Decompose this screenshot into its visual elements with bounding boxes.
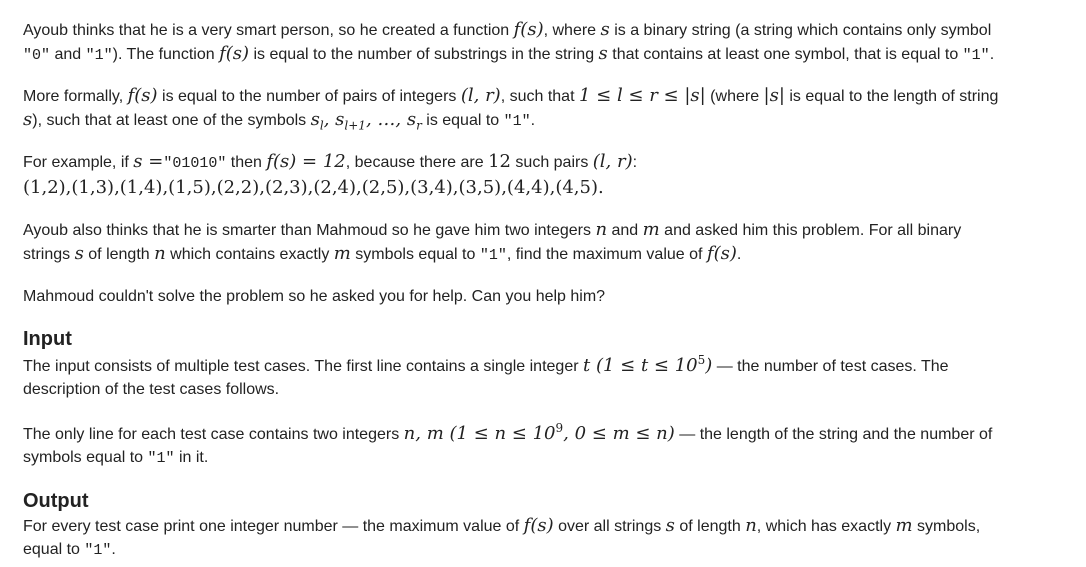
math-n: n (154, 243, 166, 264)
text: and (50, 46, 86, 63)
math-f-s: f(s) (523, 515, 554, 536)
code-literal: "0" (23, 47, 51, 64)
math-s: s (133, 151, 143, 172)
input-line-4 (23, 446, 208, 471)
statement-paragraph-2-line-1 (23, 84, 998, 109)
code-literal: "1" (962, 47, 990, 64)
math-m: m (895, 515, 913, 536)
statement-paragraph-1-line-2 (23, 42, 994, 68)
math-equals: = (142, 151, 164, 172)
math-t: t (582, 355, 591, 376)
text: , which has exactly (756, 518, 896, 535)
code-literal: "1" (479, 247, 507, 264)
math-s: s (665, 515, 675, 536)
math-n: n (595, 219, 608, 240)
output-heading: Output (23, 490, 89, 512)
text: Ayoub also thinks that he is smarter than Mahmoud so he gave him two integers (23, 222, 596, 239)
text: then (226, 154, 267, 171)
text: symbols equal to (23, 449, 148, 466)
text: such pairs (510, 154, 593, 171)
text: , find the maximum value of (506, 246, 707, 263)
text: of length (674, 518, 746, 535)
math-n: n (745, 515, 757, 536)
statement-paragraph-5 (23, 285, 605, 309)
text: . (736, 246, 742, 263)
math-s: s (598, 43, 608, 64)
math-inequality: 1 ≤ l ≤ r ≤ |s| (578, 85, 706, 106)
text: : (632, 154, 638, 171)
text: is equal to the number of substrings in the string (249, 46, 599, 63)
text: of length (83, 246, 155, 263)
math-symbol-sequence: $s_l$, $s_{l+1}$, …, $s_r$ (310, 109, 422, 133)
input-heading: Input (23, 328, 72, 350)
output-line-2 (23, 538, 116, 563)
text: , because there are (345, 154, 489, 171)
math-s: s (74, 243, 84, 264)
input-line-1 (23, 354, 949, 379)
text: equal to (23, 541, 85, 558)
input-line-3 (23, 422, 992, 447)
math-pairs-list: (1,2),(1,3),(1,4),(1,5),(2,2),(2,3),(2,4),(2,5),(3,4),(3,5),(4,4),(4,5). (23, 177, 604, 198)
statement-paragraph-2-line-2 (23, 108, 535, 134)
text: . (530, 112, 536, 129)
math-f-s: f(s) (513, 19, 544, 40)
code-literal: "1" (147, 450, 175, 467)
math-l-r: (l, r) (592, 151, 633, 172)
text: is equal to (421, 112, 504, 129)
text: over all strings (553, 518, 666, 535)
math-m: m (642, 219, 660, 240)
code-literal: "1" (85, 47, 113, 64)
statement-paragraph-3-line-1 (23, 150, 637, 176)
statement-paragraph-3-line-2 (23, 176, 604, 201)
statement-paragraph-1-line-1 (23, 18, 991, 43)
math-f-s-equals: f(s) = 12 (266, 151, 346, 172)
math-f-s: f(s) (219, 43, 250, 64)
text: ), such that at least one of the symbols (32, 112, 311, 129)
math-l-r: (l, r) (460, 85, 501, 106)
text: The input consists of multiple test cases. The first line contains a single integer (23, 358, 583, 375)
math-t-range: $(1 \le t \le 10^5)$ (590, 353, 713, 376)
math-f-s: f(s) (706, 243, 737, 264)
text: More formally, (23, 88, 128, 105)
text: is equal to the number of pairs of integers (157, 88, 461, 105)
text: symbols, (912, 518, 981, 535)
text: The only line for each test case contains two integers (23, 426, 404, 443)
text: , where (543, 22, 601, 39)
text: strings (23, 246, 75, 263)
text: ). The function (112, 46, 220, 63)
text: , such that (500, 88, 579, 105)
text: and (607, 222, 643, 239)
text: and asked him this problem. For all binary (659, 222, 962, 239)
text: is equal to the length of string (784, 88, 999, 105)
text: Mahmoud couldn't solve the problem so he asked you for help. Can you help him? (23, 288, 606, 305)
statement-paragraph-4-line-1 (23, 218, 961, 243)
text: . (989, 46, 995, 63)
math-n-m: n, m (403, 423, 444, 444)
math-s: s (600, 19, 610, 40)
text: For example, if (23, 154, 134, 171)
text: (where (705, 88, 764, 105)
code-literal: "01010" (163, 155, 227, 172)
math-abs-s: |s| (763, 85, 785, 106)
text: — the length of the string and the number of (674, 426, 993, 443)
math-f-s: f(s) (127, 85, 158, 106)
text: — the number of test cases. The (712, 358, 949, 375)
code-literal: "1" (84, 542, 112, 559)
math-number: 12 (488, 151, 511, 172)
text: in it. (174, 449, 209, 466)
text: For every test case print one integer number — the maximum value of (23, 518, 524, 535)
text: Ayoub thinks that he is a very smart person, so he created a function (23, 22, 514, 39)
math-s: s (23, 109, 33, 130)
math-nm-range: ($1 \le n \le 10^9$, 0 ≤ m ≤ n) (443, 421, 675, 444)
text: symbols equal to (350, 246, 480, 263)
text: that contains at least one symbol, that is equal to (607, 46, 963, 63)
code-literal: "1" (503, 113, 531, 130)
text: is a binary string (a string which contains only symbol (609, 22, 992, 39)
text: . (111, 541, 116, 558)
text: description of the test cases follows. (23, 381, 280, 398)
statement-paragraph-4-line-2 (23, 242, 741, 268)
text: which contains exactly (165, 246, 334, 263)
output-line-1 (23, 514, 980, 539)
input-line-2 (23, 378, 279, 402)
math-m: m (333, 243, 351, 264)
